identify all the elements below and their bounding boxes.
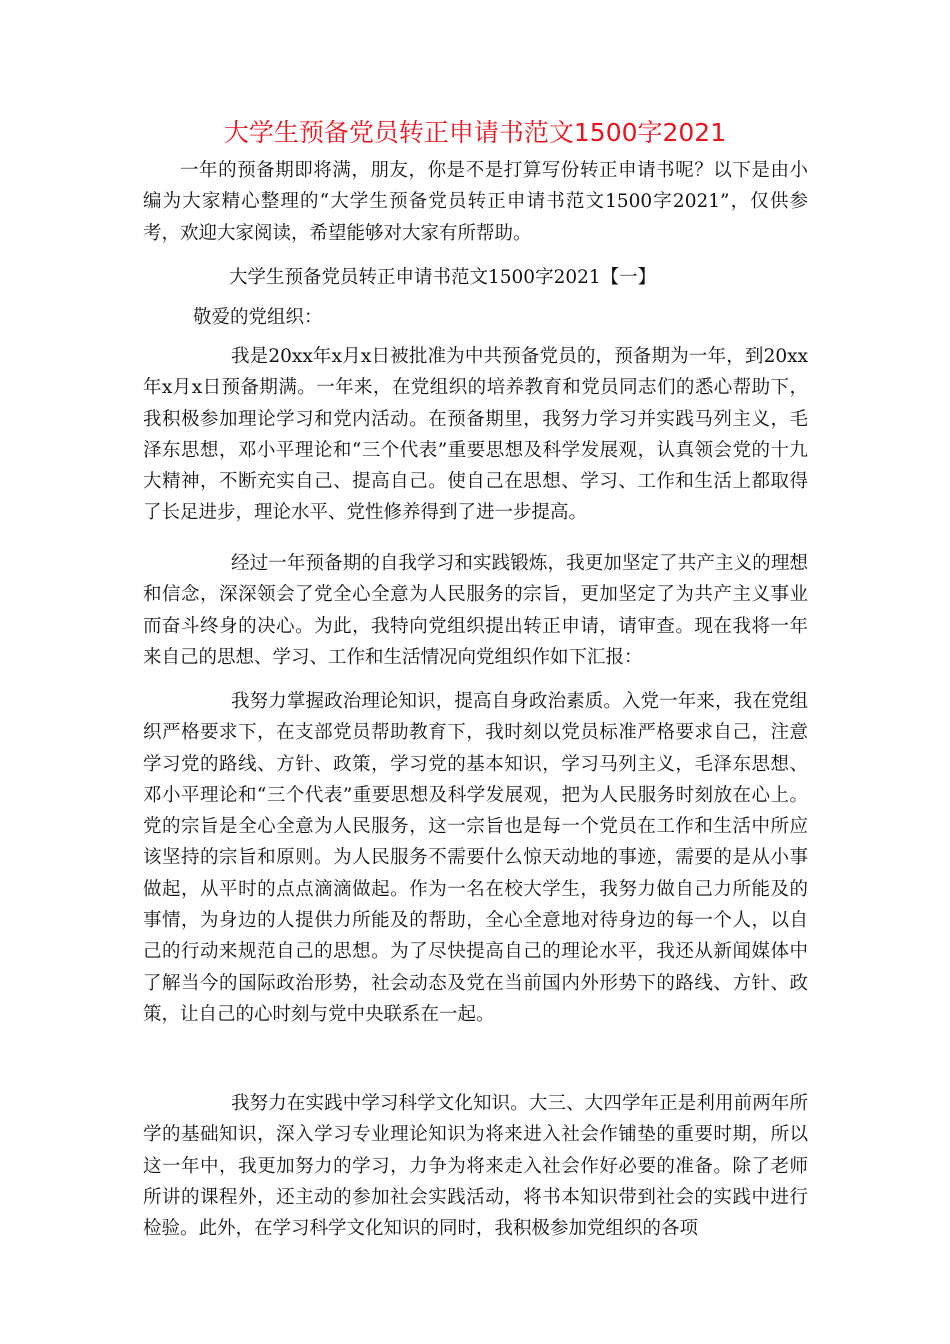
body-paragraph-4: 我努力在实践中学习科学文化知识。大三、大四学年正是利用前两年所学的基础知识，深入学习专业理论知识为将来进入社会作铺垫的重要时期，所以这一年中，我更加努力的学习，力争为将来走入社会作好必要的准备。除了老师所讲的课程外，还主动的参加社会实践活动，将书本知识带到社会的实践中进行检验。此外，在学习科学文化知识的同时，我积极参加党组织的各项 (143, 1093, 808, 1240)
intro-paragraph: 一年的预备期即将满，朋友，你是不是打算写份转正申请书呢？以下是由小编为大家精心整理的“大学生预备党员转正申请书范文1500字2021”，仅供参考，欢迎大家阅读，希望能够对大家有所帮助。 (143, 160, 808, 244)
salutation: 敬爱的党组织： (193, 307, 323, 328)
section-heading: 大学生预备党员转正申请书范文1500字2021【一】 (229, 267, 657, 288)
body-paragraph-1: 我是20xx年x月x日被批准为中共预备党员的，预备期为一年，到20xx年x月x日预备期满。一年来，在党组织的培养教育和党员同志们的悉心帮助下，我积极参加理论学习和党内活动。在预备期里，我努力学习并实践马列主义，毛泽东思想，邓小平理论和“三个代表”重要思想及科学发展观，认真领会党的十九大精神，不断充实自己、提高自己。使自己在思想、学习、工作和生活上都取得了长足进步，理论水平、党性修养得到了进一步提高。 (143, 346, 808, 524)
document-title: 大学生预备党员转正申请书范文1500字2021 (223, 118, 727, 147)
body-paragraph-3: 我努力掌握政治理论知识，提高自身政治素质。入党一年来，我在党组织严格要求下，在支部党员帮助教育下，我时刻以党员标准严格要求自己，注意学习党的路线、方针、政策，学习党的基本知识，学习马列主义，毛泽东思想、邓小平理论和“三个代表”重要思想及科学发展观，把为人民服务时刻放在心上。党的宗旨是全心全意为人民服务，这一宗旨也是每一个党员在工作和生活中所应该坚持的宗旨和原则。为人民服务不需要什么惊天动地的事迹，需要的是从小事做起，从平时的点点滴滴做起。作为一名在校大学生，我努力做自己力所能及的事情，为身边的人提供力所能及的帮助，全心全意地对待身边的每一个人，以自己的行动来规范自己的思想。为了尽快提高自己的理论水平，我还从新闻媒体中了解当今的国际政治形势，社会动态及党在当前国内外形势下的路线、方针、政策，让自己的心时刻与党中央联系在一起。 (143, 691, 808, 1025)
body-paragraph-2: 经过一年预备期的自我学习和实践锻炼，我更加坚定了共产主义的理想和信念，深深领会了党全心全意为人民服务的宗旨，更加坚定了为共产主义事业而奋斗终身的决心。为此，我特向党组织提出转正申请，请审查。现在我将一年来自己的思想、学习、工作和生活情况向党组织作如下汇报： (143, 553, 808, 668)
